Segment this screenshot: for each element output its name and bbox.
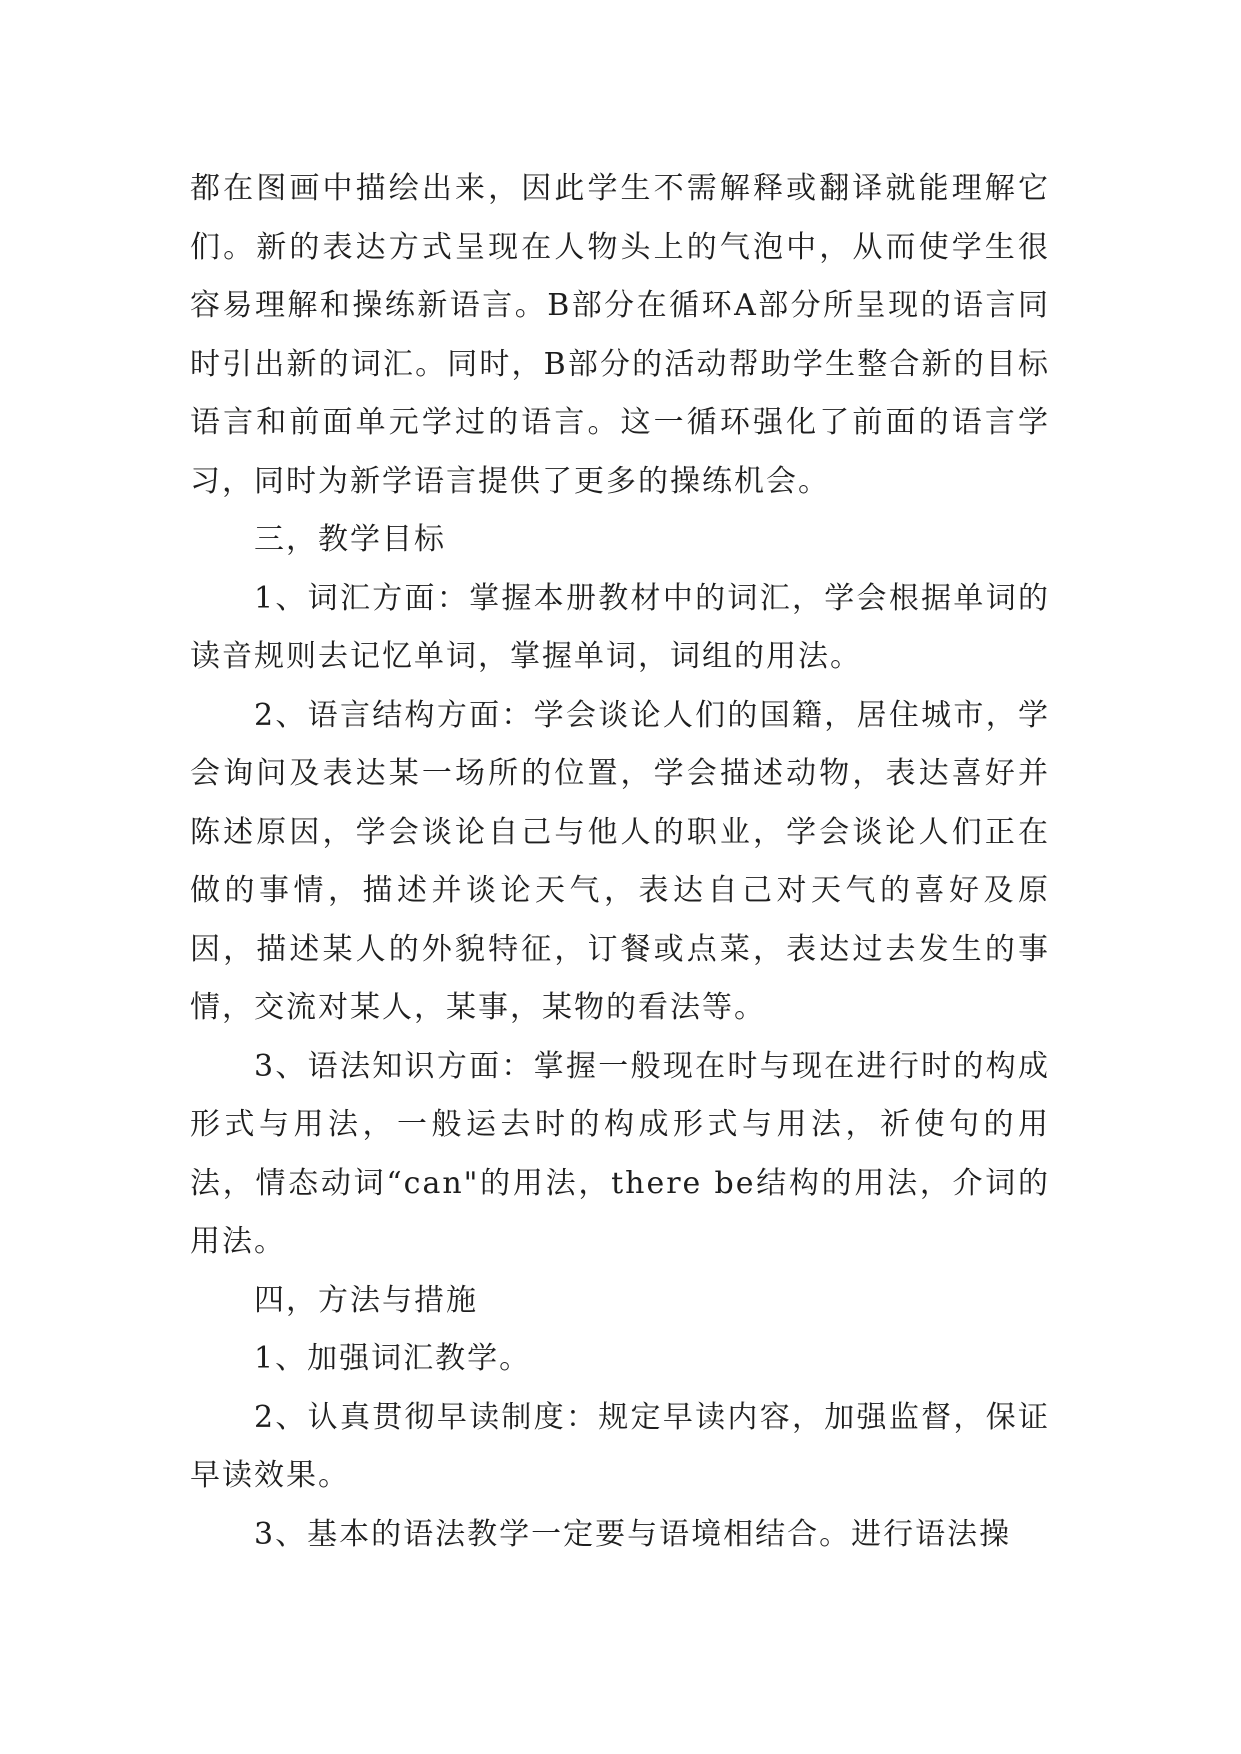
document-body — [190, 160, 1050, 1564]
heading-methods-and-measures: 四，方法与措施 — [254, 1282, 478, 1318]
paragraph-language-structure-goal: 2、语言结构方面：学会谈论人们的国籍，居住城市，学会询问及表达某一场所的位置，学会描述动物，表达喜好并陈述原因，学会谈论自己与他人的职业，学会谈论人们正在做的事情，描述并谈论天气，表达自己对天气的喜好及原因，描述某人的外貌特征，订餐或点菜，表达过去发生的事情，交流对某人，某事，某物的看法等。 — [190, 697, 1050, 1025]
paragraph-vocabulary-goal: 1、词汇方面：掌握本册教材中的词汇，学会根据单词的读音规则去记忆单词，掌握单词，词组的用法。 — [190, 580, 1050, 674]
paragraph-method-morning-reading: 2、认真贯彻早读制度：规定早读内容，加强监督，保证早读效果。 — [190, 1399, 1050, 1493]
paragraph-textbook-description: 都在图画中描绘出来，因此学生不需解释或翻译就能理解它们。新的表达方式呈现在人物头上的气泡中，从而使学生很容易理解和操练新语言。B部分在循环A部分所呈现的语言同时引出新的词汇。同时，B部分的活动帮助学生整合新的目标语言和前面单元学过的语言。这一循环强化了前面的语言学习，同时为新学语言提供了更多的操练机会。 — [190, 171, 1050, 499]
paragraph-method-vocabulary: 1、加强词汇教学。 — [254, 1341, 532, 1376]
heading-teaching-goals: 三，教学目标 — [254, 522, 446, 557]
paragraph-grammar-goal: 3、语法知识方面：掌握一般现在时与现在进行时的构成形式与用法，一般运去时的构成形式与用法，祈使句的用法，情态动词“can"的用法，there be结构的用法，介词的用法。 — [190, 1048, 1050, 1259]
paragraph-method-grammar: 3、基本的语法教学一定要与语境相结合。进行语法操 — [254, 1516, 1012, 1552]
